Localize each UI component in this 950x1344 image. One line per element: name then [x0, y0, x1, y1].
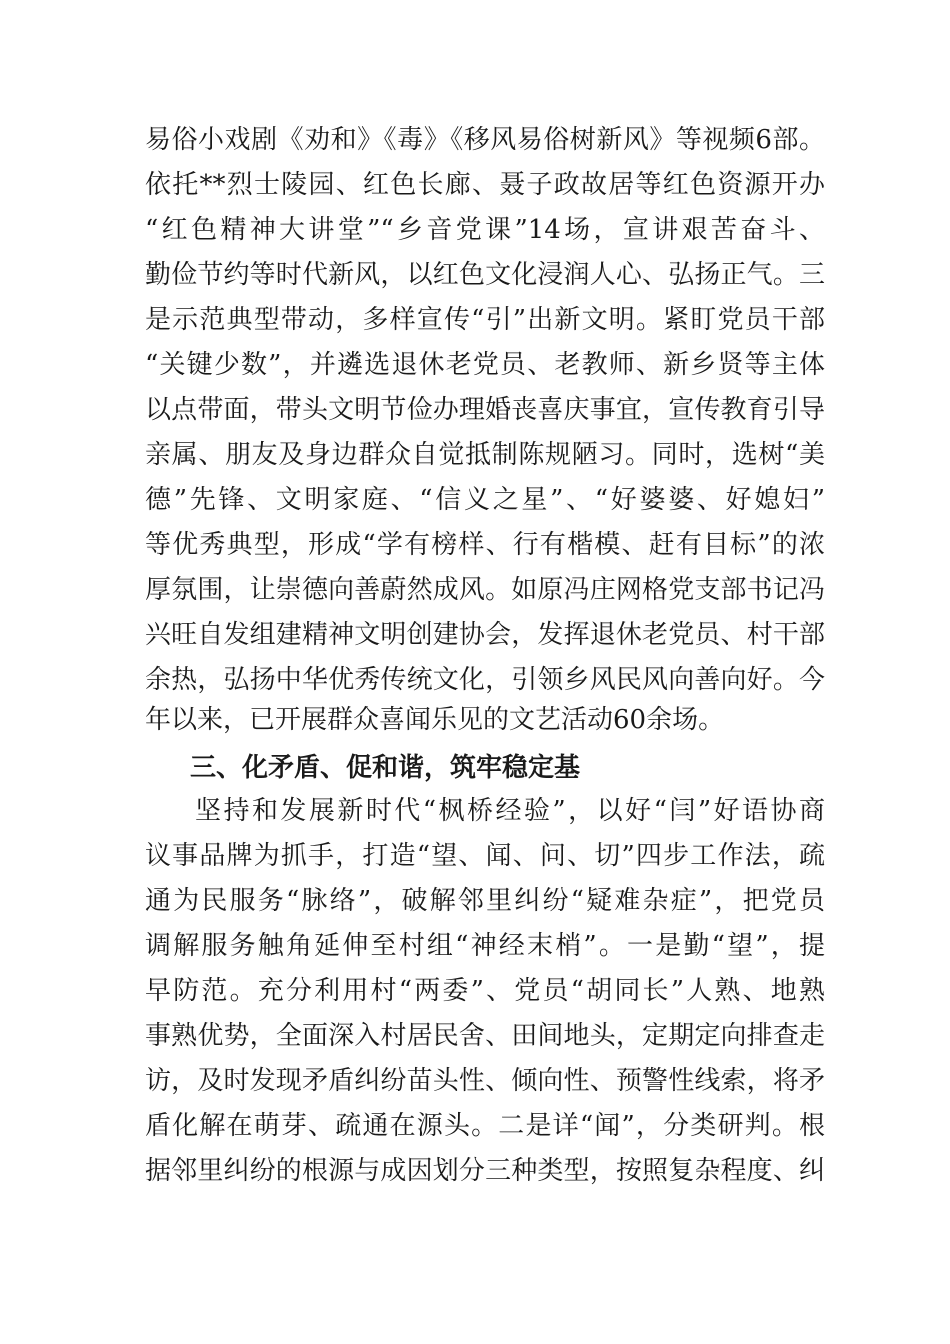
text-line: 坚持和发展新时代“枫桥经验”，以好“闫”好语协商	[195, 796, 825, 826]
text-line: 以点带面，带头文明节俭办理婚丧喜庆事宜，宣传教育引导	[145, 395, 825, 425]
text-line: 等优秀典型，形成“学有榜样、行有楷模、赶有目标”的浓	[145, 530, 825, 560]
text-line: 调解服务触角延伸至村组“神经末梢”。一是勤“望”，提	[145, 931, 825, 961]
text-line: 事熟优势，全面深入村居民舍、田间地头，定期定向排查走	[145, 1021, 825, 1051]
text-line: 易俗小戏剧《劝和》《毒》《移风易俗树新风》等视频6部。	[145, 125, 825, 155]
text-line: 德”先锋、文明家庭、“信义之星”、“好婆婆、好媳妇”	[145, 485, 825, 515]
text-line: 勤俭节约等时代新风，以红色文化浸润人心、弘扬正气。三	[145, 260, 825, 290]
text-line: 余热，弘扬中华优秀传统文化，引领乡风民风向善向好。今	[145, 665, 825, 695]
section-heading: 三、化矛盾、促和谐，筑牢稳定基	[190, 753, 581, 783]
text-line: 议事品牌为抓手，打造“望、闻、问、切”四步工作法，疏	[145, 841, 825, 871]
text-line: 盾化解在萌芽、疏通在源头。二是详“闻”，分类研判。根	[145, 1111, 825, 1141]
text-line: 厚氛围，让崇德向善蔚然成风。如原冯庄网格党支部书记冯	[145, 575, 825, 605]
text-line: “关键少数”，并遴选退休老党员、老教师、新乡贤等主体	[145, 350, 825, 380]
text-line: 亲属、朋友及身边群众自觉抵制陈规陋习。同时，选树“美	[145, 440, 825, 470]
text-line: 早防范。充分利用村“两委”、党员“胡同长”人熟、地熟	[145, 976, 825, 1006]
text-line: 据邻里纠纷的根源与成因划分三种类型，按照复杂程度、纠	[145, 1156, 825, 1186]
text-line: 兴旺自发组建精神文明创建协会，发挥退休老党员、村干部	[145, 620, 825, 650]
text-line: 年以来，已开展群众喜闻乐见的文艺活动60余场。	[145, 705, 725, 735]
text-line: 访，及时发现矛盾纠纷苗头性、倾向性、预警性线索，将矛	[145, 1066, 825, 1096]
text-line: 通为民服务“脉络”，破解邻里纠纷“疑难杂症”，把党员	[145, 886, 825, 916]
text-line: “红色精神大讲堂”“乡音党课”14场，宣讲艰苦奋斗、	[145, 215, 825, 245]
text-line: 是示范典型带动，多样宣传“引”出新文明。紧盯党员干部	[145, 305, 825, 335]
text-line: 依托**烈士陵园、红色长廊、聂子政故居等红色资源开办	[145, 170, 825, 200]
